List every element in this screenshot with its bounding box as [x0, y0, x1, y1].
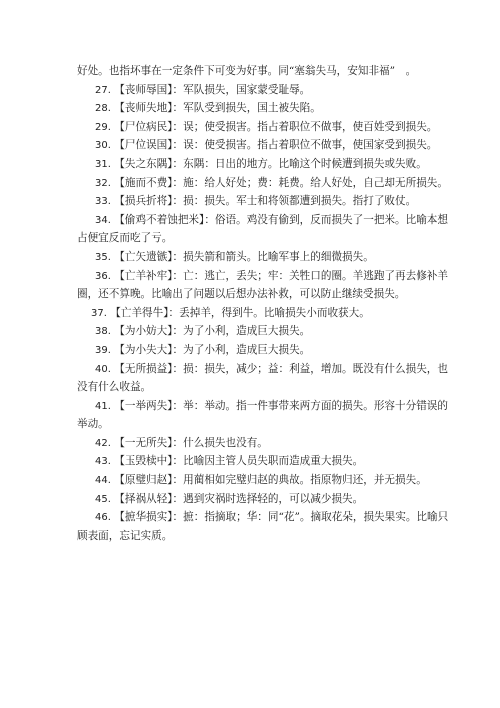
entry-number: 40. [95, 363, 111, 375]
continuation-line [0, 378, 500, 397]
continuation-line [0, 229, 500, 248]
entry-text: 【为小妨大】：为了小利，造成巨大损失。 [114, 325, 311, 338]
entry-text: 【一无所失】：什么损失也没有。 [114, 436, 268, 449]
entry-number: 45. [95, 493, 111, 505]
idiom-entry-line [0, 248, 500, 267]
idiom-entry-line [0, 118, 500, 137]
entry-text: 【亡羊得牛】：丢掉羊，得到牛。比喻损失小而收获大。 [110, 306, 370, 319]
entry-text: 【玉毁椟中】：比喻因主管人员失职而造成重大损失。 [114, 455, 364, 468]
idiom-entry-line [0, 174, 500, 193]
document-body [0, 62, 500, 545]
idiom-entry-line [0, 136, 500, 155]
entry-number: 38. [95, 326, 111, 338]
entry-text: 【尸位误国】：误：使受损害。指占着职位不做事，使国家受到损失。 [114, 139, 438, 152]
entry-text: 【亡羊补牢】：亡：逃亡，丢失；牢：关牲口的圈。羊逃跑了再去修补羊 [114, 269, 448, 282]
entry-text: 【摭华损实】：摭：指摘取；华：同“花”。摘取花朵，损失果实。比喻只 [114, 511, 449, 524]
entry-number: 31. [95, 158, 111, 170]
idiom-entry-line [0, 397, 500, 416]
entry-number: 36. [95, 270, 111, 282]
entry-number: 34. [95, 214, 111, 226]
entry-text: 【为小失大】：为了小利，造成巨大损失。 [114, 343, 311, 356]
entry-number: 29. [95, 121, 111, 133]
entry-text: 占便宜反而吃了亏。 [77, 232, 173, 245]
entry-number: 39. [95, 344, 111, 356]
idiom-entry-line [0, 360, 500, 379]
entry-text: 【原璧归赵】：用蔺相如完璧归赵的典故。指原物归还，并无损失。 [114, 474, 427, 487]
entry-text: 【丧师辱国】：军队损失，国家蒙受耻辱。 [114, 83, 311, 96]
idiom-entry-line [0, 452, 500, 471]
idiom-entry-line [0, 211, 500, 230]
entry-text: 【损兵折将】：损：损失。军士和将领都遭到损失。指打了败仗。 [114, 195, 417, 208]
entry-text: 举动。 [77, 418, 109, 431]
entry-number: 28. [95, 103, 111, 115]
idiom-entry-line [0, 99, 500, 118]
entry-number: 35. [95, 251, 111, 263]
idiom-entry-line [0, 192, 500, 211]
entry-text: 没有什么收益。 [77, 381, 152, 394]
entry-number: 30. [95, 140, 111, 152]
idiom-entry-line [0, 155, 500, 174]
entry-number: 43. [95, 456, 111, 468]
idiom-entry-line [0, 304, 500, 323]
entry-number: 42. [95, 437, 111, 449]
entry-number: 37. [91, 307, 107, 319]
entry-number: 33. [95, 196, 111, 208]
entry-text: 【亡矢遗镞】：损失箭和箭头。比喻军事上的细微损失。 [114, 250, 374, 263]
idiom-entry-line [0, 508, 500, 527]
entry-text: 【失之东隅】：东隅：日出的地方。比喻这个时候遭到损失或失败。 [114, 157, 427, 170]
entry-number: 44. [95, 475, 111, 487]
continuation-line [0, 62, 500, 81]
entry-number: 41. [95, 400, 111, 412]
entry-number: 46. [95, 512, 111, 524]
continuation-line [0, 285, 500, 304]
entry-text: 【偷鸡不着蚀把米】：俗语。鸡没有偷到，反而损失了一把米。比喻本想 [114, 213, 448, 226]
entry-text: 圈，还不算晚。比喻出了问题以后想办法补救，可以防止继续受损失。 [77, 288, 406, 301]
entry-text: 【无所损益】：损：损失，减少；益：利益，增加。既没有什么损失，也 [114, 362, 448, 375]
entry-number: 32. [95, 177, 111, 189]
idiom-entry-line [0, 434, 500, 453]
idiom-entry-line [0, 81, 500, 100]
idiom-entry-line [0, 322, 500, 341]
entry-text: 顾表面，忘记实质。 [77, 529, 173, 542]
entry-text: 【择祸从轻】：遇到灾祸时选择轻的，可以减少损失。 [114, 492, 364, 505]
continuation-line [0, 415, 500, 434]
idiom-entry-line [0, 267, 500, 286]
entry-text: 好处。也指坏事在一定条件下可变为好事。同“塞翁失马，安知非福” 。 [77, 65, 417, 77]
entry-text: 【丧师失地】：军队受到损失，国土被失陷。 [114, 102, 321, 115]
entry-text: 【施而不费】：施：给人好处；费：耗费。给人好处，自己却无所损失。 [114, 176, 448, 189]
entry-text: 【一举两失】：举：举动。指一件事带来两方面的损失。形容十分错误的 [114, 399, 448, 412]
idiom-entry-line [0, 341, 500, 360]
entry-number: 27. [95, 84, 111, 96]
idiom-entry-line [0, 471, 500, 490]
idiom-entry-line [0, 490, 500, 509]
entry-text: 【尸位病民】：误；使受损害。指占着职位不做事，使百姓受到损失。 [114, 120, 438, 133]
continuation-line [0, 527, 500, 546]
